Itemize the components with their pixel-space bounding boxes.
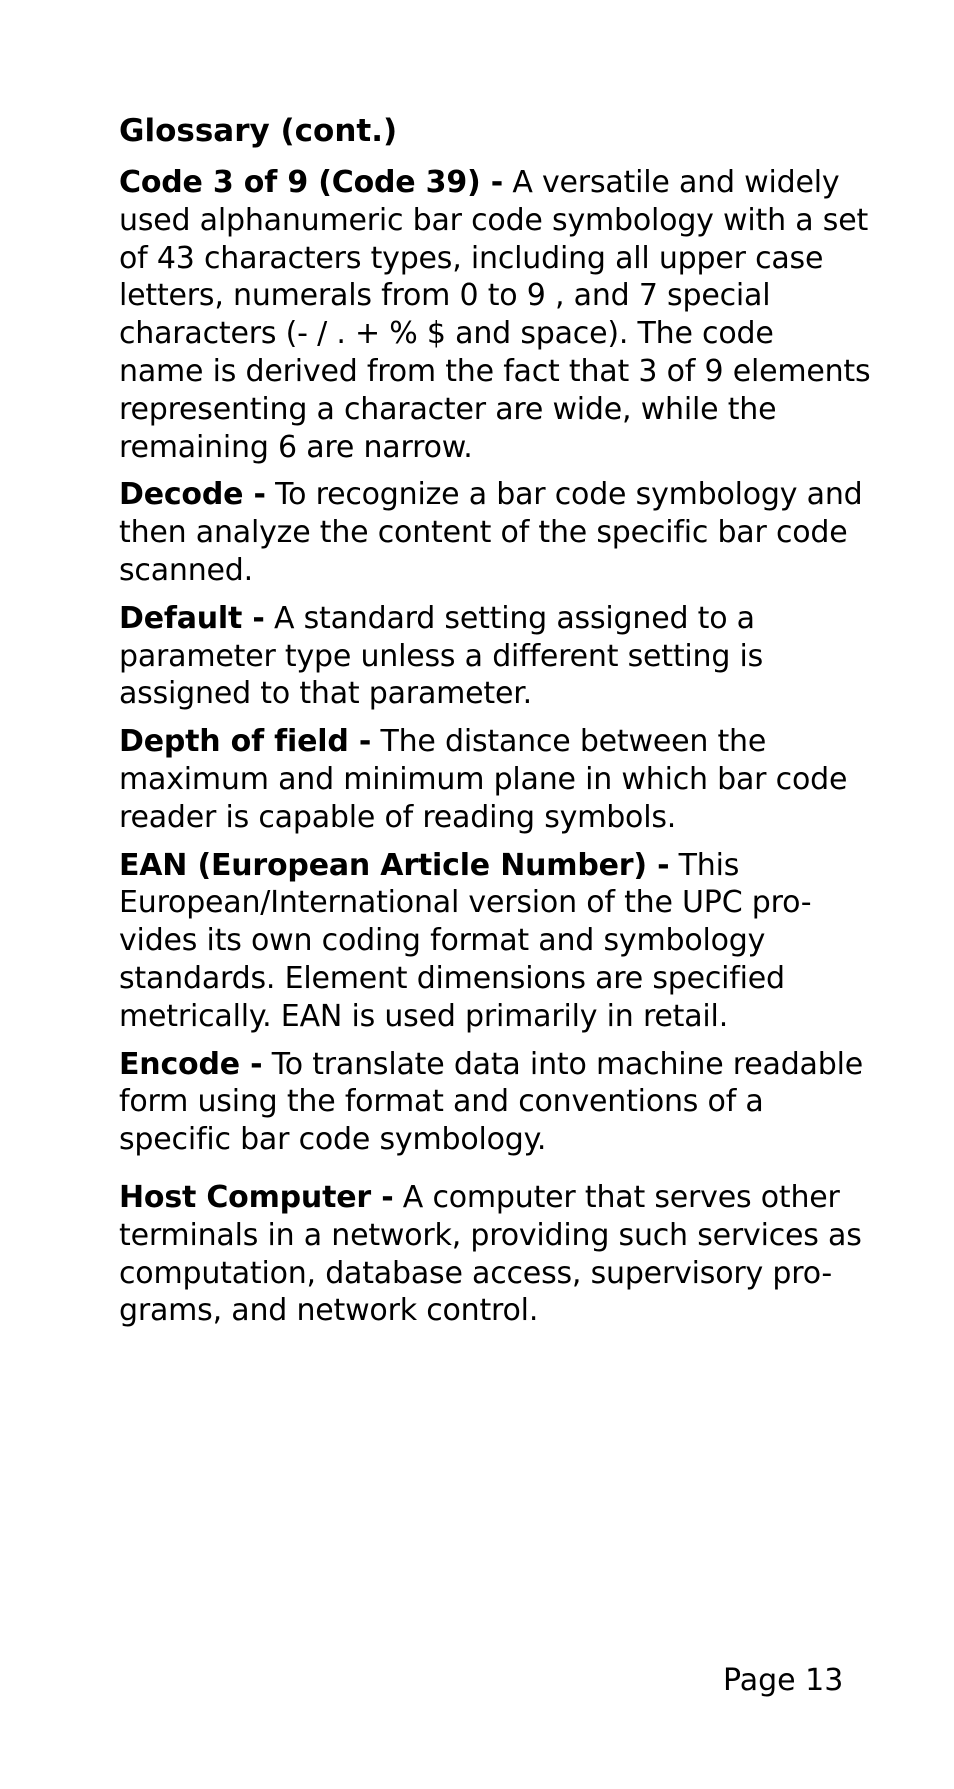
definition-line: maximum and minimum plane in which bar code	[119, 761, 848, 797]
entry-first-line	[119, 600, 835, 638]
glossary-term: Depth of field -	[119, 724, 372, 760]
definition-line: representing a character are wide, while the	[119, 391, 777, 427]
definition-text: A versatile and widely	[503, 165, 840, 200]
definition-line: then analyze the content of the specific bar code	[119, 515, 848, 551]
glossary-entry-encode	[119, 1046, 863, 1159]
glossary-entry-depth-of-field	[119, 723, 848, 836]
definition-text: To translate data into machine readable	[262, 1046, 863, 1082]
definition-text: To recognize a bar code symbology and	[265, 477, 863, 513]
definition-line: name is derived from the fact that 3 of 9 elements	[119, 353, 871, 389]
entry-first-line	[119, 847, 835, 885]
glossary-entry-host-computer	[119, 1179, 862, 1330]
definition-text: A standard setting assigned to a	[264, 600, 755, 636]
definition-line: form using the format and conventions of a	[119, 1084, 764, 1120]
glossary-entry-code-39	[119, 164, 871, 466]
entry-first-line	[119, 164, 840, 202]
entry-first-line	[119, 476, 863, 514]
definition-line: terminals in a network, providing such services as	[119, 1217, 862, 1253]
definition-line: reader is capable of reading symbols.	[119, 799, 677, 835]
definition-line: European/International version of the UPC pro-	[119, 885, 812, 921]
glossary-entry-default	[119, 600, 835, 713]
definition-text: This	[669, 847, 740, 883]
definition-line: characters (- / . + % $ and space). The code	[119, 316, 774, 352]
definition-line: letters, numerals from 0 to 9 , and 7 special	[119, 278, 771, 314]
definition-line: vides its own coding format and symbology	[119, 923, 766, 959]
glossary-term: EAN (European Article Number) -	[119, 847, 670, 883]
definition-line: assigned to that parameter.	[119, 676, 532, 712]
glossary-term: Code 3 of 9 (Code 39) -	[119, 165, 503, 200]
definition-text: A computer that serves other	[393, 1179, 840, 1215]
glossary-term: Encode -	[119, 1046, 263, 1082]
definition-line: used alphanumeric bar code symbology with a set	[119, 202, 869, 238]
page-heading: Glossary (cont.)	[119, 113, 398, 149]
definition-line: specific bar code symbology.	[119, 1122, 547, 1158]
page-number: Page 13	[723, 1663, 844, 1698]
definition-line: standards. Element dimensions are specified	[119, 960, 785, 996]
definition-line: of 43 characters types, including all upper case	[119, 240, 824, 276]
definition-line: scanned.	[119, 552, 253, 588]
glossary-term: Host Computer -	[119, 1179, 394, 1215]
entry-first-line	[119, 723, 835, 761]
glossary-term: Decode -	[119, 477, 266, 513]
entry-first-line	[119, 1046, 863, 1084]
glossary-entry-ean	[119, 847, 835, 1036]
definition-line: computation, database access, supervisory pro-	[119, 1255, 833, 1291]
definition-line: parameter type unless a different setting is	[119, 638, 764, 674]
glossary-term: Default -	[119, 600, 265, 636]
entry-first-line	[119, 1179, 840, 1217]
definition-line: grams, and network control.	[119, 1293, 539, 1329]
definition-text: The distance between the	[371, 724, 767, 760]
definition-line: metrically. EAN is used primarily in retail.	[119, 998, 729, 1034]
glossary-page	[119, 112, 871, 1340]
definition-line: remaining 6 are narrow.	[119, 429, 473, 465]
glossary-entry-decode	[119, 476, 863, 589]
